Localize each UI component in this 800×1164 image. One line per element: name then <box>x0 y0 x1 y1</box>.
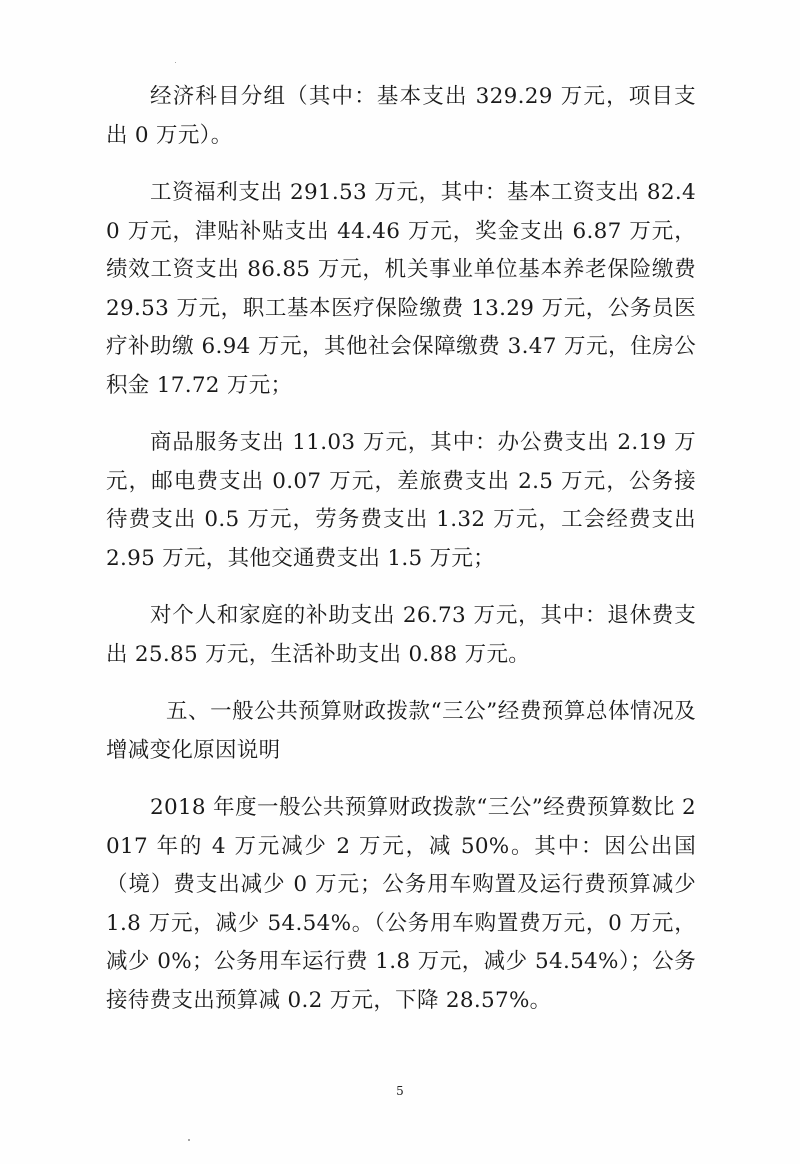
document-body <box>106 78 696 1020</box>
page-number: 5 <box>396 1084 404 1098</box>
paragraph-economic-classification: 经济科目分组（其中：基本支出 329.29 万元，项目支出 0 万元）。 <box>106 84 696 148</box>
paragraph-household-subsidy: 对个人和家庭的补助支出 26.73 万元，其中：退休费支出 25.85 万元，生活补助支出 0.88 万元。 <box>106 603 696 667</box>
paragraph-three-public-budget: 2018 年度一般公共预算财政拨款“三公”经费预算数比 2017 年的 4 万元减少 2 万元，减 50%。其中：因公出国（境）费支出减少 0 万元；公务用车购置及运行费预算减少 1.8 万元，减少 54.54%。（公务用车购置费万元，0 万元，减少 0%；公务用车运行费 1.8 万元，减少 54.54%）；公务接待费支出预算减 0.2 万元，下降 28.57%。 <box>106 795 696 1013</box>
scan-speck <box>175 62 176 63</box>
paragraph-goods-services: 商品服务支出 11.03 万元，其中：办公费支出 2.19 万元，邮电费支出 0.07 万元，差旅费支出 2.5 万元，公务接待费支出 0.5 万元，劳务费支出 1.32 万元，工会经费支出 2.95 万元，其他交通费支出 1.5 万元； <box>106 430 696 571</box>
section-heading-three-public: 五、一般公共预算财政拨款“三公”经费预算总体情况及增减变化原因说明 <box>106 699 696 763</box>
paragraph-salary-welfare: 工资福利支出 291.53 万元，其中：基本工资支出 82.40 万元，津贴补贴支出 44.46 万元，奖金支出 6.87 万元，绩效工资支出 86.85 万元，机关事业单位基本养老保险缴费 29.53 万元，职工基本医疗保险缴费 13.29 万元，公务员医疗补助缴 6.94 万元，其他社会保障缴费 3.47 万元，住房公积金 17.72 万元； <box>106 180 696 398</box>
scan-speck <box>188 1139 190 1141</box>
